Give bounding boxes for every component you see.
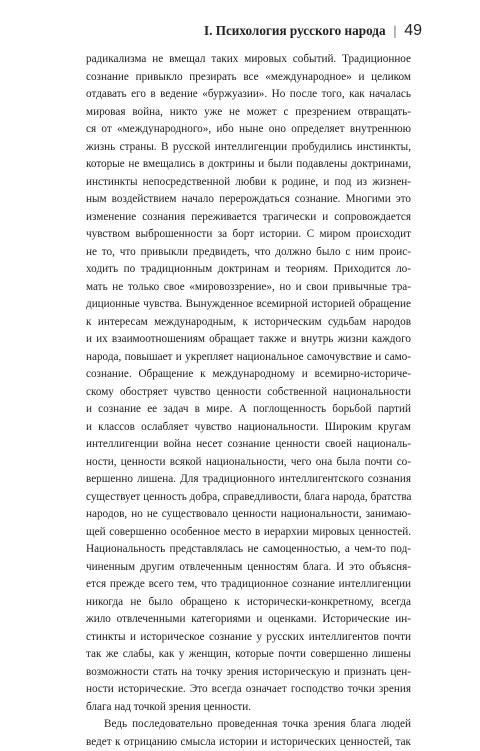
text-line: сознание. Обращение к международному и всемирно-историче-: [86, 366, 411, 384]
text-line: скому обостряет чувство ценности собственной национальности: [86, 384, 411, 402]
text-line: интеллигенции война несет сознание ценности своей националь-: [86, 436, 411, 454]
running-header: [204, 22, 422, 40]
text-line: народа, повышает и укрепляет национальное самочувствие и само-: [86, 349, 411, 367]
header-separator: |: [394, 23, 397, 39]
text-line: жизнь страны. В русской интеллигенции пробудились инстинкты,: [86, 139, 411, 157]
text-line: к интересам международным, к историческим судьбам народов: [86, 314, 411, 332]
text-line: мировая война, никто уже не может с презрением отвращать-: [86, 104, 411, 122]
text-line: ным воздействием начало перерождаться сознание. Многими это: [86, 191, 411, 209]
text-line: мать не только свое «мировоззрение», но и свои привычные тра-: [86, 279, 411, 297]
text-line: чиненным другим отвлеченным ценностям блага. И это объясня-: [86, 559, 411, 577]
text-line: ности, ценности всякой национальности, чего она была почти со-: [86, 454, 411, 472]
text-line: ности исторические. Это всегда означает господство точки зрения: [86, 681, 411, 699]
chapter-title: I. Психология русского народа: [204, 23, 386, 39]
text-line: щей совершенно особенное место в иерархии мировых ценностей.: [86, 524, 411, 542]
text-line: и их взаимоотношениям обращает также и внутрь жизни каждого: [86, 331, 411, 349]
text-line: не то, что привыкли предвидеть, что должно было с ним проис-: [86, 244, 411, 262]
text-line: народов, но не существовало ценности национальности, занимаю-: [86, 506, 411, 524]
text-line: изменение сознания переживается трагически и сопровождается: [86, 209, 411, 227]
text-line: радикализма не вмещал таких мировых событий. Традиционное: [86, 51, 411, 69]
text-line: чувством выброшенности за борт истории. С миром происходит: [86, 226, 411, 244]
text-line: блага над точкой зрения ценности.: [86, 699, 411, 717]
text-line: вершенно лишена. Для традиционного интеллигентского сознания: [86, 471, 411, 489]
text-line: стинкты и историческое сознание у русских интеллигентов почти: [86, 629, 411, 647]
text-line: и классов ослабляет чувство национальности. Широким кругам: [86, 419, 411, 437]
text-line: сознание привыкло презирать все «международное» и целиком: [86, 69, 411, 87]
text-line: так же слабы, как у женщин, которые почти совершенно лишены: [86, 646, 411, 664]
page-number: 49: [404, 22, 422, 40]
text-line: инстинкты непосредственной любви к родине, и под из жизнен-: [86, 174, 411, 192]
text-line: диционные чувства. Вынужденное всемирной историей обращение: [86, 296, 411, 314]
text-line: и сознание ее задач в мире. А поглощенность борьбой партий: [86, 401, 411, 419]
text-line: которые не вмещались в доктрины и были подавлены доктринами,: [86, 156, 411, 174]
text-line: ется прежде всего тем, что традиционное сознание интеллигенции: [86, 576, 411, 594]
text-line: ходить по традиционным доктринам и теориям. Приходится ло-: [86, 261, 411, 279]
text-line: отдавать его в ведение «буржуазии». Но после того, как началась: [86, 86, 411, 104]
text-line: жило отвлеченными категориями и оценками. Исторические ин-: [86, 611, 411, 629]
body-text: [86, 51, 411, 751]
text-line: Национальность представлялась не самоценностью, а чем-то под-: [86, 541, 411, 559]
text-line: ся от «международного», ибо ныне оно определяет внутреннюю: [86, 121, 411, 139]
text-line: ведет к отрицанию смысла истории и исторических ценностей, так: [86, 734, 411, 751]
text-line: существует ценность добра, справедливости, блага народа, братства: [86, 489, 411, 507]
text-line: никогда не было обращено к исторически-конкретному, всегда: [86, 594, 411, 612]
text-line: Ведь последовательно проведенная точка зрения блага людей: [86, 716, 411, 734]
text-line: возможности стать на точку зрения историческую и признать цен-: [86, 664, 411, 682]
